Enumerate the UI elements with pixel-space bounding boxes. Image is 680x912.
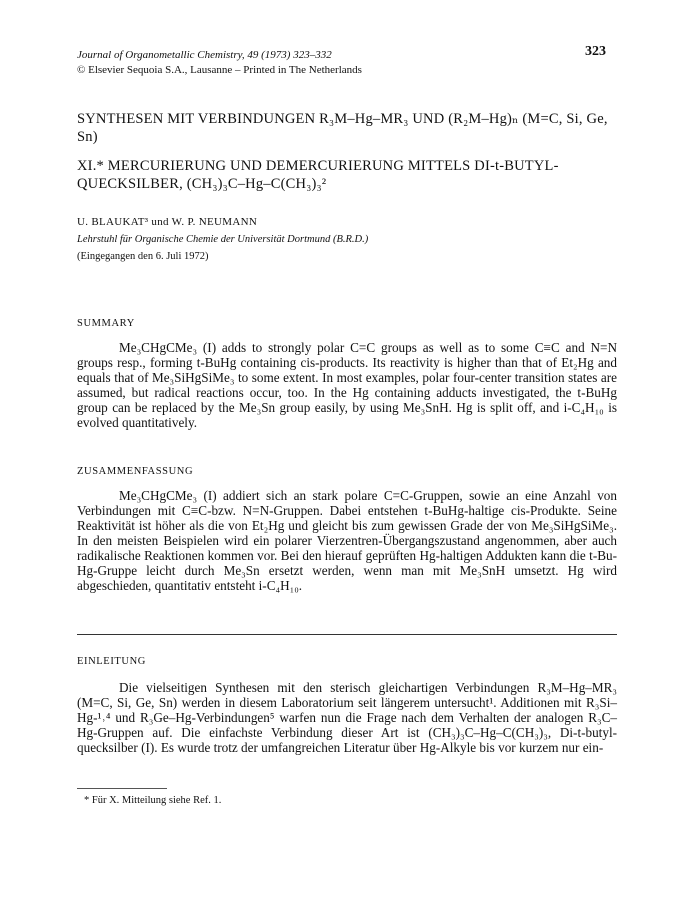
journal-citation: Journal of Organometallic Chemistry, 49 (1973) 323–332 <box>77 49 332 61</box>
zusammenfassung-heading: ZUSAMMENFASSUNG <box>77 466 194 477</box>
affiliation: Lehrstuhl für Organische Chemie der Universität Dortmund (B.R.D.) <box>77 234 369 245</box>
article-title: XI.* MERCURIERUNG UND DEMERCURIERUNG MITTELS DI-t-BUTYL-QUECKSILBER, (CH₃)₃C–Hg–C(CH₃)₃² <box>77 158 559 192</box>
page-number: 323 <box>585 44 606 59</box>
einleitung-text: Die vielseitigen Synthesen mit den sterisch gleichartigen Verbindungen R₃M–Hg–MR₃ (M=C, Si, Ge, Sn) werden in diesem Laboratorium seit längerem untersucht¹. Additionen mit R₃Si–Hg-¹˒⁴ und R₃Ge–Hg-Verbindungen⁵ warfen nun die Frage nach dem Verhalten der analogen R₃C–Hg-Gruppen auf. Die einfachste Verbindung dieser Art ist (CH₃)₃C–Hg–C(CH₃)₃, Di-t-butyl-quecksilber (I). Es wurde trotz der umfangreichen Literatur über Hg-Alkyle bis vor kurzem nur ein- <box>77 680 617 755</box>
authors: U. BLAUKAT³ und W. P. NEUMANN <box>77 216 258 228</box>
section-divider <box>77 634 617 635</box>
summary-heading: SUMMARY <box>77 318 135 329</box>
summary-body <box>77 340 617 430</box>
journal-header <box>77 48 617 78</box>
footnote: * Für X. Mitteilung siehe Ref. 1. <box>84 795 222 806</box>
footnote-rule <box>77 788 167 789</box>
summary-text: Me₃CHgCMe₃ (I) adds to strongly polar C=C groups as well as to some C≡C and N=N groups resp., forming t-BuHg containing cis-products. Its reactivity is higher than that of Et₂Hg and equals that of Me₃SiHgSiMe₃ to some extent. In most examples, polar four-center transition states are assumed, but radical reactions occur, too. In the Hg containing adducts investigated, the t-BuHg group can be replaced by the Me₃Sn group easily, by using Me₃SnH. Hg is split off, and i-C₄H₁₀ is evolved quantitatively. <box>77 340 617 430</box>
einleitung-heading: EINLEITUNG <box>77 656 146 667</box>
einleitung-body <box>77 680 617 755</box>
zusammenfassung-text: Me₃CHgCMe₃ (I) addiert sich an stark polare C=C-Gruppen, sowie an eine Anzahl von Verbindungen mit C≡C-bzw. N=N-Gruppen. Dabei entstehen t-BuHg-haltige cis-Produkte. Seine Reaktivität ist höher als die von Et₂Hg und gleicht bis zum gewissen Grade der von Me₃SiHgSiMe₃. In den meisten Beispielen wird ein polarer Vierzentren-Übergangszustand angenommen, aber auch radikalische Reaktionen kommen vor. Bei den hierauf geprüften Hg-haltigen Addukten kann die t-Bu-Hg-Gruppe leicht durch Me₃Sn ersetzt werden, wenn man mit Me₃SnH umsetzt. Hg wird abgeschieden, quantitativ entsteht i-C₄H₁₀. <box>77 488 617 593</box>
series-title: SYNTHESEN MIT VERBINDUNGEN R₃M–Hg–MR₃ UND (R₂M–Hg)ₙ (M=C, Si, Ge, Sn) <box>77 111 608 145</box>
zusammenfassung-body <box>77 488 617 593</box>
received-date: (Eingegangen den 6. Juli 1972) <box>77 251 209 262</box>
publisher-line: © Elsevier Sequoia S.A., Lausanne – Printed in The Netherlands <box>77 64 362 76</box>
